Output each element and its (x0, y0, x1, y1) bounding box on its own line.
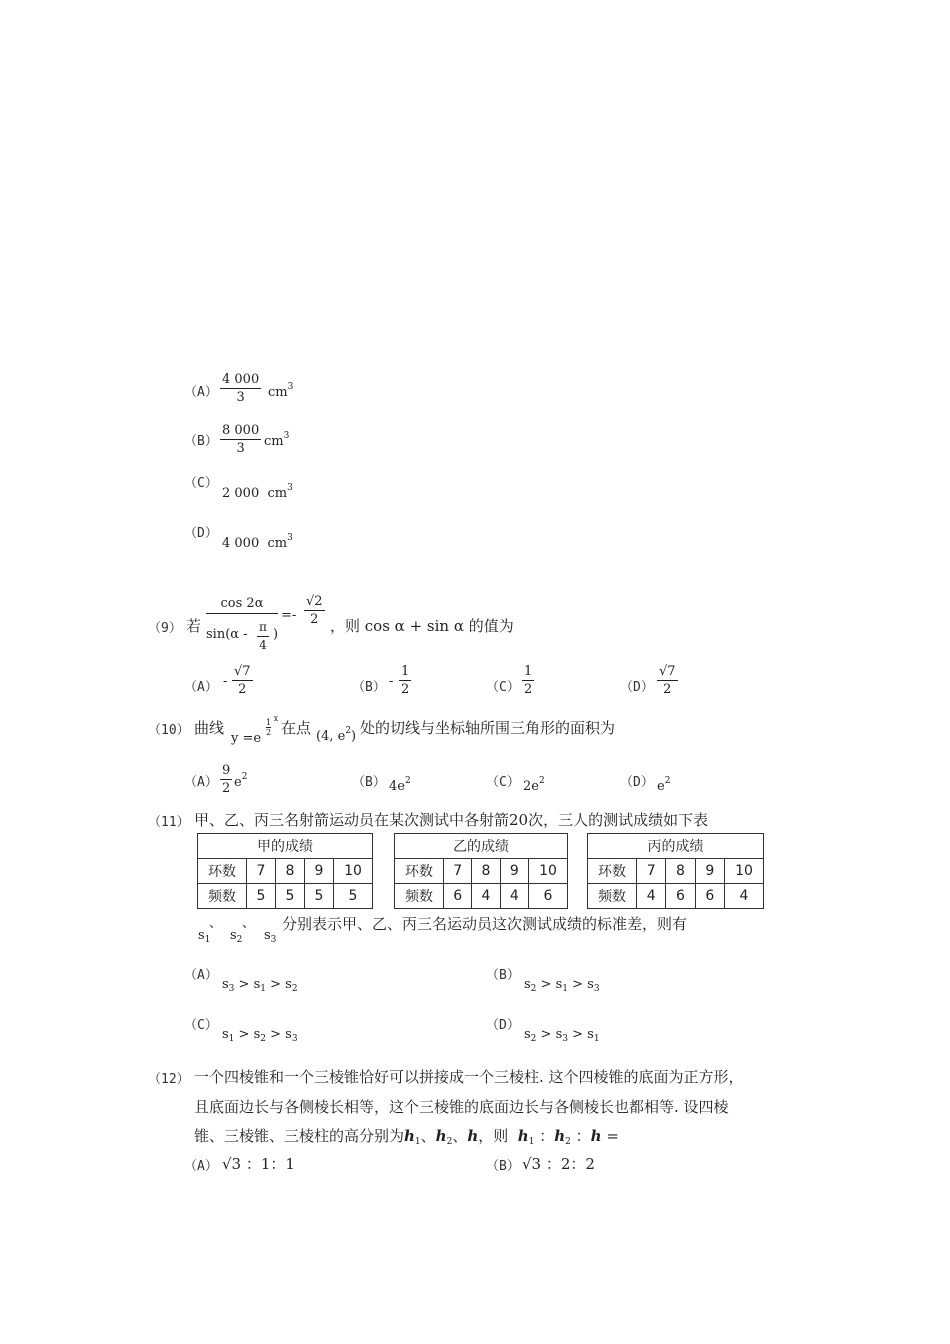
option-label: （D） (620, 775, 654, 790)
option-inequality: $s_2 > s_1 > s_3$ (524, 977, 600, 994)
option-label: （C） (486, 775, 520, 790)
fraction: $\frac{1}{2}$ (401, 664, 410, 697)
table-row: 频数 6 4 4 6 (395, 884, 568, 909)
option-inequality: $s_3 > s_1 > s_2$ (222, 977, 298, 994)
question-number: （10） (148, 723, 190, 738)
table-row: 环数 7 8 9 10 (588, 859, 764, 884)
option-inequality: $s_2 > s_3 > s_1$ (524, 1027, 600, 1044)
point: (4, $e^2$) (316, 726, 357, 744)
table-row: 环数 7 8 9 10 (198, 859, 373, 884)
option-label: （B） (184, 434, 218, 449)
table-title: 甲的成绩 (198, 834, 373, 859)
fraction-numerator: cos 2α (206, 596, 278, 614)
question-text: 曲线 (194, 719, 225, 737)
option-label: （A） (184, 1159, 218, 1174)
fraction-denominator: sin(α - (206, 627, 248, 642)
question-text: 在点 (281, 719, 312, 737)
option-label: （B） (352, 680, 386, 695)
curve-expression: y =e (231, 731, 262, 746)
score-table-yi (394, 833, 568, 909)
option-label: （A） (184, 680, 218, 695)
value: 2 000 $cm^3$ (222, 483, 293, 501)
table-title: 乙的成绩 (395, 834, 568, 859)
pi-over-4: $\frac{\pi}{4}$ (259, 620, 267, 652)
question-line: 且底面边长与各侧棱长相等，这个三棱锥的底面边长与各侧棱长也都相等. 设四棱 (194, 1098, 729, 1116)
question-line: 锥、三棱锥、三棱柱的高分别为$h_1$、$h_2$、h，则 $h_1$ ：$h_2$ ：h = (194, 1127, 619, 1147)
option-value: √3 ：2：2 (522, 1155, 595, 1173)
curve-exponent: $\frac{1}{2}$ x (266, 714, 279, 737)
value: $e^2$ (657, 776, 671, 794)
s2: $s_2$ (230, 928, 243, 945)
sign: - (389, 674, 394, 689)
option-label: （C） (184, 1018, 218, 1033)
question-number: （12） (148, 1072, 190, 1087)
question-number: （9） (148, 621, 182, 636)
option-label: （B） (352, 775, 386, 790)
question-text: 甲、乙、丙三名射箭运动员在某次测试中各射箭20次，三人的测试成绩如下表 (194, 811, 709, 829)
table-row: 频数 4 6 6 4 (588, 884, 764, 909)
value: $2e^2$ (523, 776, 545, 794)
question-text: 处的切线与坐标轴所围三角形的面积为 (360, 719, 616, 737)
option-label: （A） (184, 385, 218, 400)
question-text: 分别表示甲、乙、丙三名运动员这次测试成绩的标准差，则有 (282, 915, 688, 933)
fraction: $\frac{√7}{2}$ (659, 664, 676, 697)
option-label: （B） (486, 968, 520, 983)
question-text: 若 (186, 617, 202, 635)
option-label: （D） (486, 1018, 520, 1033)
separator: 、 (242, 916, 256, 931)
option-value: √3 ：1：1 (222, 1155, 295, 1173)
option-label: （C） (486, 680, 520, 695)
sign: - (223, 674, 228, 689)
value: 4 000 $cm^3$ (222, 533, 293, 551)
paren-close: ) (273, 627, 279, 642)
fraction: $\frac{√7}{2}$ (234, 664, 251, 697)
option-label: （B） (486, 1159, 520, 1174)
option-label: （A） (184, 775, 218, 790)
table-title: 丙的成绩 (588, 834, 764, 859)
option-label: （A） (184, 968, 218, 983)
fraction: $\frac{9}{2}$ (222, 763, 231, 796)
value: $e^2$ (234, 772, 248, 790)
fraction: $\frac{1}{2}$ (524, 664, 533, 697)
separator: 、 (209, 916, 223, 931)
unit: $cm^3$ (268, 382, 294, 400)
option-label: （C） (184, 476, 218, 491)
fraction: $\frac{4 000}{3}$ (222, 372, 260, 405)
question-number: （11） (148, 815, 190, 830)
score-table-jia (197, 833, 373, 909)
question-line: 一个四棱锥和一个三棱锥恰好可以拼接成一个三棱柱. 这个四棱锥的底面为正方形， (194, 1068, 744, 1086)
fraction: $\frac{8 000}{3}$ (222, 423, 260, 456)
score-table-bing (587, 833, 764, 909)
s1: $s_1$ (198, 928, 211, 945)
option-label: （D） (620, 680, 654, 695)
main-fraction (206, 596, 278, 614)
option-inequality: $s_1 > s_2 > s_3$ (222, 1027, 298, 1044)
equals: =- (281, 608, 297, 623)
question-tail: ，则 cos α + sin α 的值为 (330, 617, 514, 635)
value: $4e^2$ (389, 776, 411, 794)
table-row: 频数 5 5 5 5 (198, 884, 373, 909)
table-row: 环数 7 8 9 10 (395, 859, 568, 884)
rhs-fraction: $\frac{√2}{2}$ (306, 594, 323, 627)
s3: $s_3$ (264, 928, 277, 945)
option-label: （D） (184, 526, 218, 541)
unit: $cm^3$ (264, 431, 290, 449)
